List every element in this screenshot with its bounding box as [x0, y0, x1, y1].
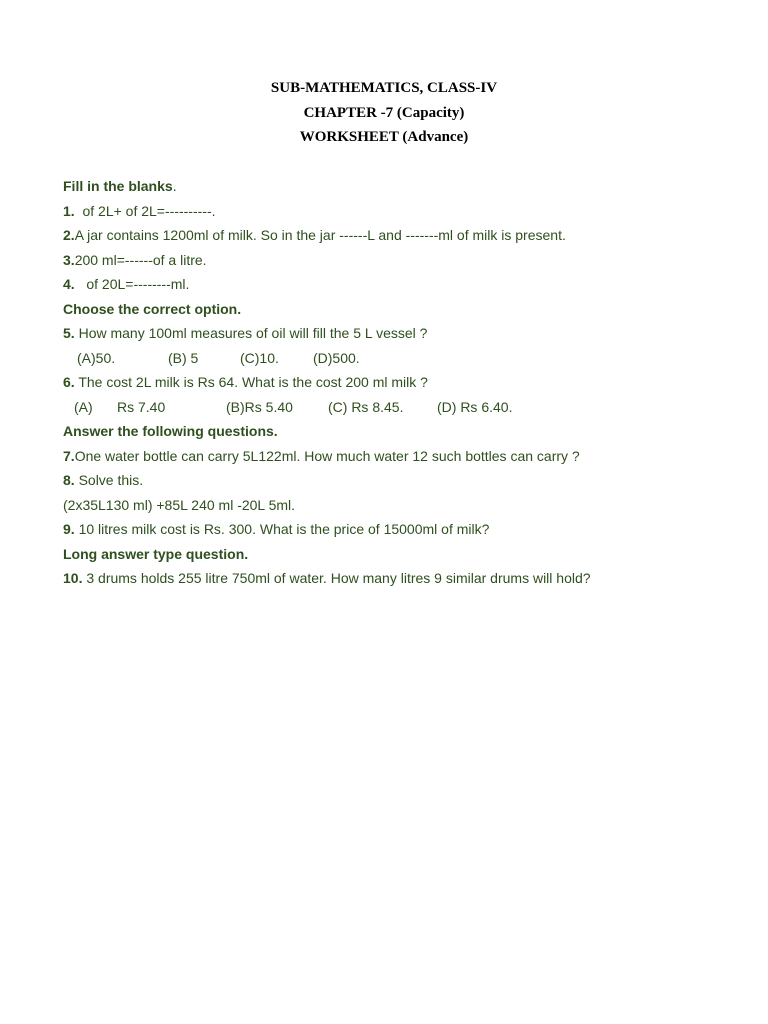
question-3	[63, 248, 753, 273]
question-1	[63, 199, 753, 224]
question-text: Solve this.	[74, 472, 144, 488]
question-10	[63, 566, 753, 591]
question-text: 10 litres milk cost is Rs. 300. What is the price of 15000ml of milk?	[74, 521, 490, 537]
question-6	[63, 370, 753, 395]
question-text: How many 100ml measures of oil will fill the 5 L vessel ?	[74, 325, 428, 341]
option-b: (B) 5	[168, 349, 199, 366]
section-answer-questions	[63, 419, 753, 444]
chapter-title	[0, 101, 768, 126]
option-b: (B)Rs 5.40	[226, 398, 293, 415]
section-choose-option	[63, 297, 753, 322]
option-a: (A)50.	[77, 349, 116, 366]
question-4	[63, 272, 753, 297]
option-d: (D) Rs 6.40.	[437, 398, 513, 415]
worksheet-label: WORKSHEET	[299, 129, 403, 145]
worksheet-header	[0, 76, 768, 150]
question-8-expression	[63, 493, 753, 518]
question-7	[63, 444, 753, 469]
question-number: 5.	[63, 325, 75, 341]
question-text: of 2L+ of 2L=----------.	[74, 202, 216, 219]
question-5	[63, 321, 753, 346]
question-8	[63, 468, 753, 493]
question-text: of 20L=--------ml.	[74, 276, 190, 292]
question-2	[63, 223, 753, 248]
option-a-value: Rs 7.40	[117, 398, 166, 415]
section-heading-dot: .	[172, 178, 177, 194]
question-9	[63, 517, 753, 542]
question-text: A jar contains 1200ml of milk. So in the jar ------L and -------ml of milk is present.	[74, 227, 566, 243]
worksheet-level: (Advance)	[402, 129, 469, 145]
expression-text: (2x35L130 ml) +85L 240 ml -20L 5ml.	[63, 496, 296, 513]
chapter-label: CHAPTER -7	[303, 104, 397, 121]
worksheet-body	[63, 174, 753, 591]
option-d: (D)500.	[313, 349, 360, 366]
question-number: 9.	[63, 521, 75, 537]
section-long-answer	[63, 542, 753, 567]
question-number: 4.	[63, 276, 75, 292]
question-number: 6.	[63, 374, 75, 390]
option-c: (C) Rs 8.45.	[328, 398, 404, 415]
option-c: (C)10.	[240, 349, 279, 366]
section-heading: Choose the correct option.	[63, 300, 242, 317]
section-heading: Long answer type question.	[63, 545, 249, 562]
question-text: 200 ml=------of a litre.	[74, 251, 207, 268]
question-number: 7.	[63, 447, 75, 464]
question-number: 3.	[63, 251, 75, 268]
question-text: One water bottle can carry 5L122ml. How much water 12 such bottles can carry ?	[74, 447, 580, 464]
question-5-options	[63, 346, 753, 371]
section-heading: Answer the following questions.	[63, 423, 278, 439]
section-fill-blanks	[63, 174, 753, 199]
chapter-topic: (Capacity)	[396, 104, 465, 121]
subject-class-title: SUB-MATHEMATICS, CLASS-IV	[270, 80, 498, 96]
question-number: 10.	[63, 570, 83, 586]
option-a: (A)	[74, 398, 93, 415]
question-number: 2.	[63, 227, 75, 243]
question-6-options	[63, 395, 753, 420]
question-text: 3 drums holds 255 litre 750ml of water. How many litres 9 similar drums will hold?	[82, 570, 591, 586]
question-text: The cost 2L milk is Rs 64. What is the cost 200 ml milk ?	[74, 374, 428, 390]
question-number: 1.	[63, 202, 75, 219]
worksheet-title	[0, 125, 768, 150]
section-heading: Fill in the blanks	[63, 178, 173, 194]
question-number: 8.	[63, 472, 75, 488]
